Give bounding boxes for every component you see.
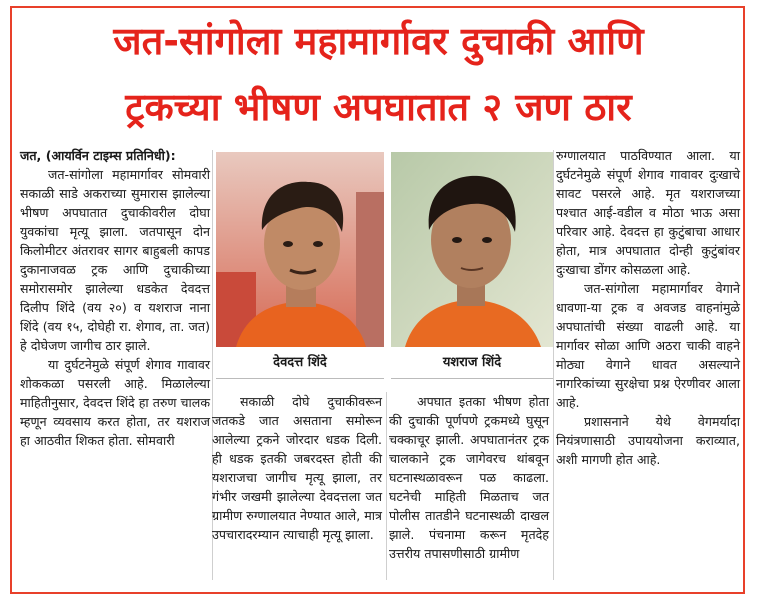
article-column-2: [212, 392, 382, 544]
headline-line-2: ट्रकच्या भीषण अपघातात २ जण ठार: [125, 85, 632, 129]
photo-devdatta-shinde: [216, 152, 384, 347]
paragraph: या दुर्घटनेमुळे संपूर्ण शेगाव गावावर शोककळा पसरली आहे. मिळालेल्या माहितीनुसार, देवदत्त शिंदे हा तरुण चालक म्हणून व्यवसाय करत होता, तर यशराज हा आठवीत शिकत होता. सोमवारी: [20, 357, 210, 448]
paragraph: रुग्णालयात पाठविण्यात आला. या दुर्घटनेमुळे संपूर्ण शेगाव गावावर दुःखाचे सावट पसरले आहे. मृत यशराजच्या पश्चात आई-वडील व मोठा भाऊ असा परिवार आहे. देवदत्त हा कुटुंबाचा आधार होता, मात्र अपघातात दोन्ही कुटुंबांवर दुःखाचा डोंगर कोसळला आहे.: [556, 148, 740, 277]
caption-rule: [216, 378, 384, 379]
article-column-3: [389, 392, 549, 563]
article-column-1: [20, 146, 210, 450]
column-divider: [386, 392, 387, 580]
byline: जत, (आयर्विन टाइम्स प्रतिनिधी):: [20, 148, 176, 163]
portrait-image: [391, 152, 553, 347]
article-column-4: [556, 146, 740, 469]
paragraph: अपघात इतका भीषण होता की दुचाकी पूर्णपणे ट्रकमध्ये घुसून चक्काचूर झाली. अपघातानंतर ट्रक चालकाने ट्रक जागेवरच थांबवून घटनास्थळावरून पळ काढला. घटनेची माहिती मिळताच जत पोलीस तातडीने घटनास्थळी दाखल झाले. पंचनामा करून मृतदेह उत्तरीय तपासणीसाठी ग्रामीण: [389, 394, 549, 561]
headline-line-1: जत-सांगोला महामार्गावर दुचाकी आणि: [113, 19, 644, 63]
portrait-image: [216, 152, 384, 347]
column-divider: [553, 150, 554, 580]
paragraph: जत-सांगोला महामार्गावर वेगाने धावणा-या ट्रक व अवजड वाहनांमुळे अपघातांची संख्या वाढली आहे. या मार्गावर सोळा आणि अठरा चाकी वाहने मोठ्या वेगाने धावत असल्याने नागरिकांच्या सुरक्षेचा प्रश्न ऐरणीवर आला आहे.: [556, 281, 740, 410]
photo-caption-yashraj: यशराज शिंदे: [442, 355, 502, 370]
paragraph: सकाळी दोघे दुचाकीवरून जतकडे जात असताना समोरून आलेल्या ट्रकने जोरदार धडक दिली. ही धडक इतकी जबरदस्त होती की यशराजचा जागीच मृत्यू झाला, तर गंभीर जखमी झालेल्या देवदत्तला जत ग्रामीण रुग्णालयात नेण्यात आले, मात्र उपचारादरम्यान त्याचाही मृत्यू झाला.: [212, 394, 382, 542]
photo-caption-devdatta: देवदत्त शिंदे: [273, 355, 327, 370]
photo-yashraj-shinde: [391, 152, 553, 347]
paragraph: प्रशासनाने येथे वेगमर्यादा नियंत्रणासाठी उपाययोजना कराव्यात, अशी मागणी होत आहे.: [556, 414, 740, 467]
paragraph: जत-सांगोला महामार्गावर सोमवारी सकाळी साडे अकराच्या सुमारास झालेल्या भीषण अपघातात दुचाकीवरील दोघा युवकांचा मृत्यू झाला. जतपासून दोन किलोमीटर अंतरावर सागर बाहुबली कापड दुकानाजवळ ट्रक आणि दुचाकीच्या समोरासमोर झालेल्या धडकेत देवदत्त दिलीप शिंदे (वय २०) व यशराज नाना शिंदे (वय १५, दोघेही रा. शेगाव, ता. जत) हे दोघेजण जागीच ठार झाले.: [20, 167, 210, 353]
caption-rule: [391, 378, 553, 379]
